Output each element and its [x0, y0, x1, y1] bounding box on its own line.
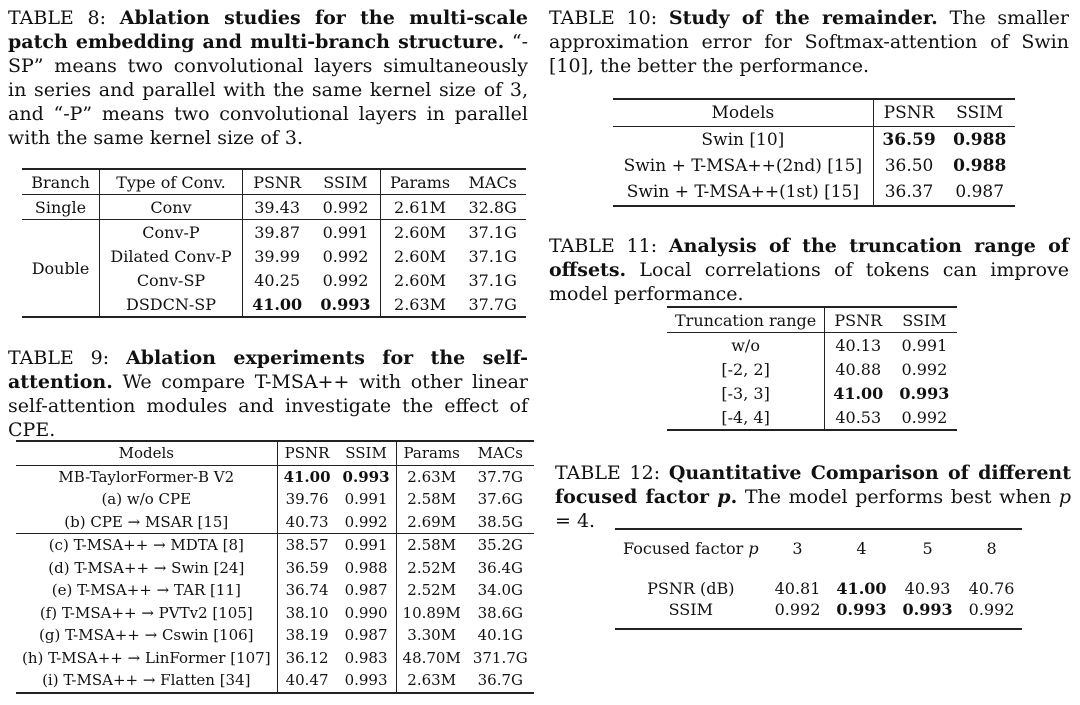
table9-cell-ssim: 0.987	[337, 579, 396, 602]
table9-header-ssim: SSIM	[337, 441, 396, 465]
table12-header-label	[615, 529, 767, 566]
table9-cell-macs: 35.2G	[477, 536, 523, 555]
table9-header-macs: MACs	[477, 444, 523, 463]
table9-cell-psnr: 40.47	[285, 671, 329, 690]
table11-cell-ssim: 0.992	[901, 359, 948, 379]
table9-cell-macs: 34.0G	[477, 581, 523, 600]
table9-cell-params: 2.63M	[407, 671, 457, 690]
table9-cell-model: MB-TaylorFormer-B V2	[16, 465, 277, 488]
table11-caption-text: Local correlations of tokens can improve model performance.	[549, 259, 1069, 305]
table8-cell-macs: 37.1G	[468, 246, 517, 266]
table8-cell-params: 2.61M	[394, 197, 447, 217]
table9-cell-psnr: 36.59	[285, 558, 329, 577]
table12-spacer-cell	[615, 566, 1022, 576]
table9-cell-ssim: 0.983	[337, 647, 396, 670]
table-row	[16, 602, 534, 625]
table12-cell-psnr: 41.00	[836, 578, 887, 598]
table-row	[16, 465, 534, 488]
table9	[16, 440, 534, 694]
table9-cell-model: (i) T-MSA++ → Flatten [34]	[16, 669, 277, 693]
table12-caption-label: TABLE 12:	[555, 462, 669, 484]
table9-caption-title: Ablation experiments for the self-attention.	[8, 347, 529, 393]
table-row	[613, 127, 1015, 154]
table10-header-ssim: SSIM	[956, 103, 1004, 123]
table8-cell-conv: Conv-SP	[100, 268, 243, 292]
table8-cell-branch: Single	[22, 195, 100, 220]
table8-cell-psnr: 39.43	[254, 197, 301, 217]
table10-caption-text: The smaller approximation error for Softmax-attention of Swin [10], the better the performance.	[549, 7, 1070, 77]
table-row	[16, 624, 534, 647]
table-row	[22, 220, 526, 245]
table8-header-row	[22, 169, 526, 195]
table10-cell-ssim: 0.988	[953, 130, 1007, 150]
table8-header-branch: Branch	[22, 169, 100, 195]
table8-cell-ssim: 0.992	[311, 195, 380, 220]
table9-cell-psnr: 39.76	[285, 490, 329, 509]
table10-cell-psnr: 36.59	[882, 130, 936, 150]
table10-header-models: Models	[613, 99, 873, 127]
table9-cell-macs: 40.1G	[477, 626, 523, 645]
table10-header-row	[613, 99, 1015, 127]
table9-cell-model: (c) T-MSA++ → MDTA [8]	[16, 534, 277, 557]
table12-cell-ssim: 0.992	[968, 600, 1015, 619]
table12-caption-text-var: p	[1058, 486, 1071, 508]
table11-cell-ssim: 0.993	[899, 383, 950, 403]
table11-caption-label: TABLE 11:	[549, 235, 669, 257]
table10-cell-model: Swin + T-MSA++(2nd) [15]	[613, 153, 873, 179]
table8-cell-ssim: 0.993	[311, 292, 380, 317]
table-row	[16, 647, 534, 670]
table9-caption	[8, 346, 528, 442]
table12-header-var: p	[748, 538, 759, 558]
table11-cell-psnr: 40.13	[835, 335, 882, 355]
table-row	[613, 179, 1015, 206]
table8-caption	[8, 6, 528, 150]
table9-cell-macs: 36.7G	[477, 671, 523, 690]
table9-cell-model: (b) CPE → MSAR [15]	[16, 511, 277, 534]
table12-caption-title-var: p	[717, 486, 731, 508]
table8-header-ssim: SSIM	[311, 169, 380, 195]
table9-cell-params: 2.58M	[407, 536, 457, 555]
table12-cell-ssim: 0.993	[902, 600, 953, 619]
table10-caption	[549, 6, 1069, 78]
table9-cell-params: 48.70M	[402, 648, 461, 667]
table8-header-conv: Type of Conv.	[100, 169, 243, 195]
table12-cell-psnr: 40.93	[904, 578, 951, 598]
table12-caption-text-b: = 4.	[555, 510, 596, 532]
table11-caption-title: Analysis of the truncation range of offsets.	[549, 235, 1070, 281]
table-row	[667, 357, 957, 381]
table12-ssim-label: SSIM	[668, 600, 713, 619]
table8-cell-params: 2.60M	[394, 222, 447, 242]
table8-cell-conv: Dilated Conv-P	[100, 244, 243, 268]
table10-caption-label: TABLE 10:	[549, 7, 669, 29]
table8-cell-conv: Conv	[100, 195, 243, 220]
table10-cell-ssim: 0.988	[953, 156, 1007, 176]
table8-cell-params: 2.63M	[394, 294, 447, 314]
table12	[615, 528, 1022, 630]
table11-cell-ssim: 0.992	[901, 407, 948, 427]
table9-cell-ssim: 0.991	[337, 534, 396, 557]
table8-cell-branch: Double	[22, 220, 100, 318]
table-row	[667, 381, 957, 405]
table9-cell-psnr: 38.57	[285, 536, 329, 555]
table9-cell-psnr: 38.19	[285, 626, 329, 645]
table9-header-params: Params	[403, 444, 460, 463]
table9-cell-model: (g) T-MSA++ → Cswin [106]	[16, 624, 277, 647]
table12-factor: 3	[792, 538, 803, 558]
table9-header-psnr: PSNR	[284, 444, 330, 463]
table9-cell-ssim: 0.990	[337, 602, 396, 625]
table12-factor: 5	[922, 538, 933, 558]
table9-cell-ssim: 0.991	[337, 488, 396, 511]
table9-cell-psnr: 36.12	[285, 648, 329, 667]
table9-cell-ssim: 0.993	[337, 465, 396, 488]
table9-cell-ssim: 0.987	[337, 624, 396, 647]
table8-cell-ssim: 0.991	[311, 220, 380, 245]
table9-cell-psnr: 38.10	[285, 603, 329, 622]
table8-header-macs: MACs	[468, 172, 517, 192]
table9-cell-psnr: 40.73	[285, 512, 329, 531]
table11-header-ssim: SSIM	[902, 310, 947, 330]
table9-cell-macs: 38.6G	[477, 603, 523, 622]
table11-cell-range: [-4, 4]	[667, 405, 825, 430]
table11-cell-psnr: 40.88	[835, 359, 882, 379]
table8-caption-label: TABLE 8:	[8, 7, 120, 29]
table12-caption-title-a: Quantitative Comparison of different focused factor	[555, 462, 1071, 508]
table12-factor: 8	[986, 538, 997, 558]
table8-header-psnr: PSNR	[253, 172, 301, 192]
table-row	[16, 511, 534, 534]
table12-cell-psnr: 40.81	[774, 578, 821, 598]
table10-cell-psnr: 36.50	[884, 156, 934, 176]
table8-cell-conv: DSDCN-SP	[100, 292, 243, 317]
table10-cell-ssim: 0.987	[955, 182, 1005, 202]
table12-caption-text-a: The model performs best when	[737, 486, 1059, 508]
table8-cell-psnr: 40.25	[254, 270, 301, 290]
table11-cell-ssim: 0.991	[901, 335, 948, 355]
table9-cell-ssim: 0.988	[337, 557, 396, 580]
table-row	[16, 534, 534, 557]
table9-cell-psnr: 41.00	[283, 467, 331, 486]
table-row	[16, 669, 534, 693]
table8	[22, 168, 526, 318]
table9-cell-model: (e) T-MSA++ → TAR [11]	[16, 579, 277, 602]
table12-caption-title-b: .	[730, 486, 738, 508]
table8-cell-macs: 37.1G	[468, 270, 517, 290]
table9-cell-params: 2.58M	[407, 490, 457, 509]
table9-cell-params: 2.52M	[407, 581, 457, 600]
table10-caption-title: Study of the remainder.	[668, 7, 938, 29]
table8-cell-params: 2.60M	[394, 270, 447, 290]
table8-cell-macs: 37.1G	[468, 222, 517, 242]
table11-cell-range: [-3, 3]	[667, 381, 825, 405]
table8-header-params: Params	[389, 172, 451, 192]
table8-caption-text: “-SP” means two convolutional layers simultaneously in series and parallel with the same kernel size of 3, and “-P” means two convolutional layers in parallel with the same kernel size of 3.	[8, 31, 528, 149]
table-row	[615, 576, 1022, 600]
table-row	[615, 600, 1022, 629]
table8-cell-ssim: 0.992	[311, 268, 380, 292]
table11-header-range: Truncation range	[667, 307, 825, 333]
table12-cell-ssim: 0.992	[774, 600, 821, 619]
table-row	[667, 333, 957, 358]
table10-header-psnr: PSNR	[883, 103, 935, 123]
table9-cell-params: 10.89M	[402, 603, 461, 622]
table12-factor: 4	[856, 538, 867, 558]
table10-cell-model: Swin [10]	[613, 127, 873, 154]
table8-cell-conv: Conv-P	[100, 220, 243, 245]
table9-header-models: Models	[16, 441, 277, 465]
table11-cell-psnr: 41.00	[833, 383, 884, 403]
table9-cell-params: 2.69M	[407, 512, 457, 531]
table9-cell-model: (f) T-MSA++ → PVTv2 [105]	[16, 602, 277, 625]
table8-cell-macs: 32.8G	[468, 197, 517, 217]
table11-cell-psnr: 40.53	[835, 407, 882, 427]
table-row	[613, 153, 1015, 179]
table9-caption-label: TABLE 9:	[8, 347, 126, 369]
table9-cell-macs: 371.7G	[472, 648, 528, 667]
table8-cell-psnr: 41.00	[252, 294, 303, 314]
table12-spacer	[615, 566, 1022, 576]
table11-cell-range: [-2, 2]	[667, 357, 825, 381]
table8-cell-psnr: 39.87	[254, 222, 301, 242]
table8-caption-title: Ablation studies for the multi-scale patch embedding and multi-branch structure.	[8, 7, 528, 53]
table10-cell-model: Swin + T-MSA++(1st) [15]	[613, 179, 873, 206]
table9-cell-model: (h) T-MSA++ → LinFormer [107]	[16, 647, 277, 670]
table11-caption	[549, 234, 1069, 306]
table11-header-psnr: PSNR	[834, 310, 883, 330]
table12-header-text: Focused factor	[623, 538, 749, 558]
table-row	[16, 488, 534, 511]
table9-cell-model: (a) w/o CPE	[16, 488, 277, 511]
table9-cell-ssim: 0.992	[337, 511, 396, 534]
table8-cell-params: 2.60M	[394, 246, 447, 266]
table12-cell-psnr: 40.76	[968, 578, 1015, 598]
table9-cell-macs: 37.7G	[477, 467, 523, 486]
table12-caption	[555, 461, 1071, 533]
table8-cell-psnr: 39.99	[254, 246, 301, 266]
table12-cell-ssim: 0.993	[836, 600, 887, 619]
table9-cell-macs: 36.4G	[477, 558, 523, 577]
table10	[613, 98, 1015, 207]
table-row	[667, 405, 957, 430]
table9-cell-ssim: 0.993	[337, 669, 396, 693]
table9-cell-params: 3.30M	[407, 626, 457, 645]
table-row	[16, 557, 534, 580]
table9-caption-text: We compare T-MSA++ with other linear self-attention modules and investigate the effect of CPE.	[8, 371, 528, 441]
table-row	[16, 579, 534, 602]
table11-header-row	[667, 307, 957, 333]
table8-cell-ssim: 0.992	[311, 244, 380, 268]
table12-psnr-label: PSNR (dB)	[647, 578, 735, 598]
table9-cell-model: (d) T-MSA++ → Swin [24]	[16, 557, 277, 580]
table8-cell-macs: 37.7G	[468, 294, 517, 314]
table9-cell-params: 2.63M	[407, 467, 457, 486]
table11-cell-range: w/o	[667, 333, 825, 358]
table9-cell-params: 2.52M	[407, 558, 457, 577]
table12-header-row	[615, 529, 1022, 566]
table9-cell-psnr: 36.74	[285, 581, 329, 600]
table9-header-row	[16, 441, 534, 465]
table-row	[22, 195, 526, 220]
table9-cell-macs: 37.6G	[477, 490, 523, 509]
table11	[667, 306, 957, 431]
table10-cell-psnr: 36.37	[884, 182, 934, 202]
table9-cell-macs: 38.5G	[477, 512, 523, 531]
